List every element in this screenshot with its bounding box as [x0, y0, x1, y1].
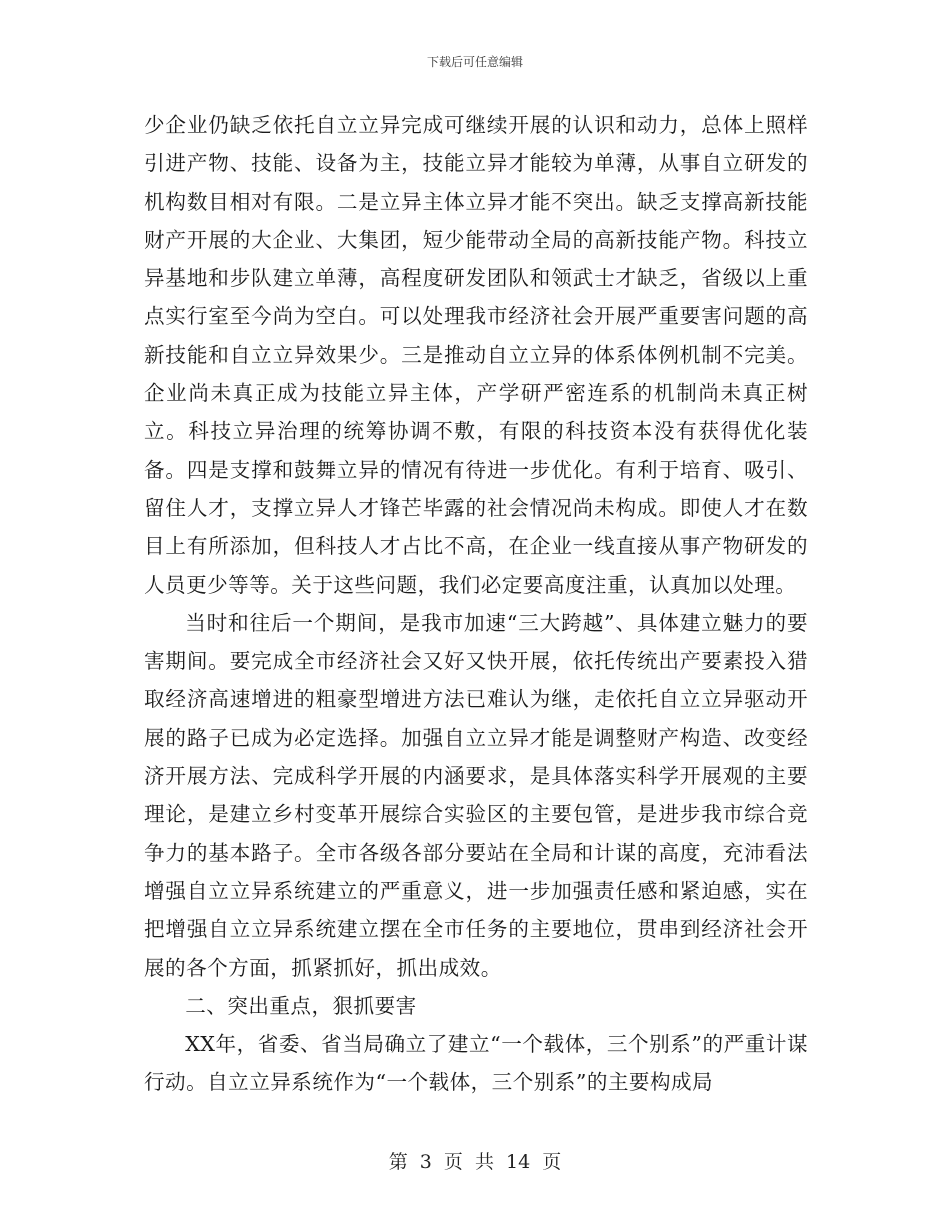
- paragraph: 当时和往后一个期间，是我市加速“三大跨越”、具体建立魅力的要害期间。要完成全市经济社会又好又快开展，依托传统出产要素投入猎取经济高速增进的粗豪型增进方法已难认为继，走依托自立立异驱动开展的路子已成为必定选择。加强自立立异才能是调整财产构造、改变经济开展方法、完成科学开展的内涵要求，是具体落实科学开展观的主要理论，是建立乡村变革开展综合实验区的主要包管，是进步我市综合竞争力的基本路子。全市各级各部分要站在全局和计谋的高度，充沛看法增强自立立异系统建立的严重意义，进一步加强责任感和紧迫感，实在把增强自立立异系统建立摆在全市任务的主要地位，贯串到经济社会开展的各个方面，抓紧抓好，抓出成效。: [144, 610, 808, 980]
- page-header: 下载后可任意编辑: [426, 55, 523, 69]
- body-text: [144, 106, 808, 1102]
- paragraph: XX年，省委、省当局确立了建立“一个载体，三个别系”的严重计谋行动。自立立异系统作为“一个载体，三个别系”的主要构成局: [144, 1032, 808, 1095]
- section-heading: 二、突出重点，狠抓要害: [185, 993, 417, 1018]
- page-number-footer: 第 3 页 共 14 页: [388, 1151, 562, 1173]
- paragraph-continuation: 少企业仍缺乏依托自立立异完成可继续开展的认识和动力，总体上照样引进产物、技能、设备为主，技能立异才能较为单薄，从事自立研发的机构数目相对有限。二是立异主体立异才能不突出。缺乏支撑高新技能财产开展的大企业、大集团，短少能带动全局的高新技能产物。科技立异基地和步队建立单薄，高程度研发团队和领武士才缺乏，省级以上重点实行室至今尚为空白。可以处理我市经济社会开展严重要害问题的高新技能和自立立异效果少。三是推动自立立异的体系体例机制不完美。企业尚未真正成为技能立异主体，产学研严密连系的机制尚未真正树立。科技立异治理的统筹协调不敷，有限的科技资本没有获得优化装备。四是支撑和鼓舞立异的情况有待进一步优化。有利于培育、吸引、留住人才，支撑立异人才锋芒毕露的社会情况尚未构成。即使人才在数目上有所添加，但科技人才占比不高，在企业一线直接从事产物研发的人员更少等等。关于这些问题，我们必定要高度注重，认真加以处理。: [144, 113, 808, 597]
